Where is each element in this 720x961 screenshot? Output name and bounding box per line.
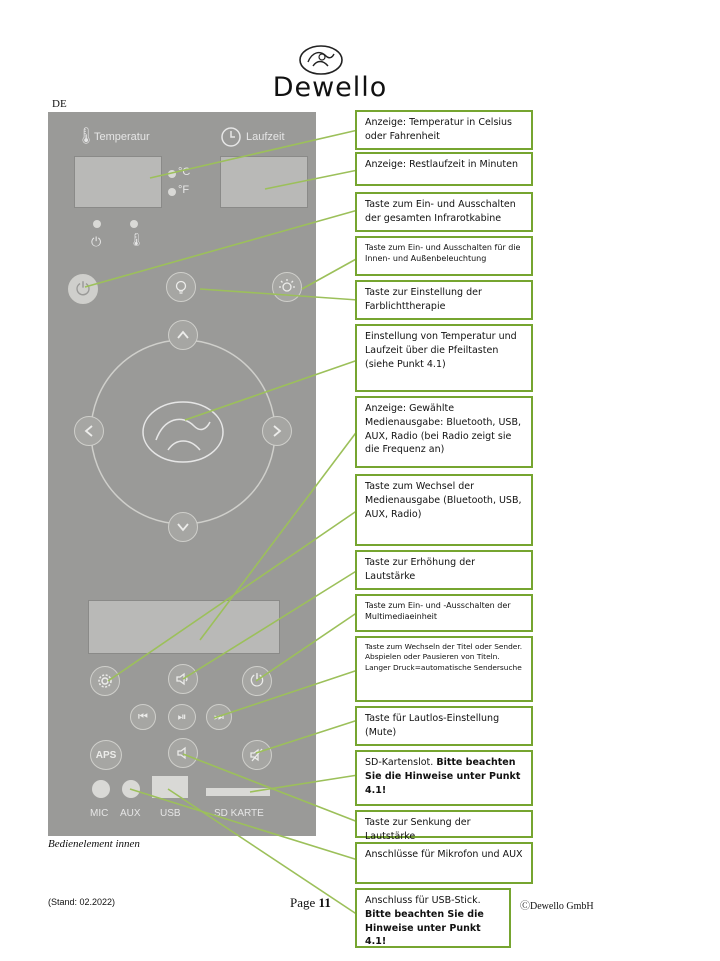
panel-caption: Bedienelement innen xyxy=(48,838,140,850)
callout-track-controls: Taste zum Wechseln der Titel oder Sender. Abspielen oder Pausieren von Titeln. Langer Druck=automatische Sendersuche xyxy=(355,636,533,702)
thermometer-small-icon: 🌡 xyxy=(128,232,145,247)
sd-card-label: SD KARTE xyxy=(214,808,264,819)
mute-icon xyxy=(249,747,265,763)
previous-button[interactable] xyxy=(130,704,156,730)
chevron-right-icon xyxy=(270,424,284,438)
callout-media-source: Taste zum Wechsel der Medienausgabe (Bluetooth, USB, AUX, Radio) xyxy=(355,474,533,546)
cabin-power-button[interactable]: ⏻ xyxy=(68,274,98,304)
thermometer-icon: 🌡 xyxy=(76,128,97,145)
media-display xyxy=(88,600,280,654)
callout-cabin-power: Taste zum Ein- und Ausschalten der gesamten Infrarotkabine xyxy=(355,192,533,232)
callout-mute: Taste für Lautlos-Einstellung (Mute) xyxy=(355,706,533,746)
celsius-label: °C xyxy=(178,166,191,178)
stand-date: (Stand: 02.2022) xyxy=(48,897,116,907)
callout-volume-up: Taste zur Erhöhung der Lautstärke xyxy=(355,550,533,590)
heater-indicator-dot xyxy=(130,220,138,228)
sd-card-slot[interactable] xyxy=(206,788,270,796)
arrow-down-button[interactable] xyxy=(168,512,198,542)
arrow-up-button[interactable] xyxy=(168,320,198,350)
time-display xyxy=(220,156,308,208)
bulb-icon xyxy=(173,279,189,295)
usb-label: USB xyxy=(160,808,181,819)
callout-temperature-display: Anzeige: Temperatur in Celsius oder Fahrenheit xyxy=(355,110,533,150)
language-code: DE xyxy=(52,98,67,110)
aux-jack[interactable] xyxy=(122,780,140,798)
navigation-ring xyxy=(78,322,288,542)
light-button[interactable] xyxy=(166,272,196,302)
callout-color-light: Taste zur Einstellung der Farblichttherapie xyxy=(355,280,533,320)
callout-sd-card: SD-Kartenslot. Bitte beachten Sie die Hinweise unter Punkt 4.1! xyxy=(355,750,533,806)
fahrenheit-indicator-dot xyxy=(168,188,176,196)
chevron-up-icon xyxy=(176,328,190,342)
arrow-left-button[interactable] xyxy=(74,416,104,446)
control-panel xyxy=(48,112,316,836)
power-small-icon: ⏻ xyxy=(91,234,102,249)
brand-name: Dewello xyxy=(272,72,388,103)
fahrenheit-label: °F xyxy=(178,184,190,196)
callout-media-display: Anzeige: Gewählte Medienausgabe: Bluetooth, USB, AUX, Radio (bei Radio zeigt sie die Frequenz an) xyxy=(355,396,533,468)
volume-down-button[interactable] xyxy=(168,738,198,768)
aux-label: AUX xyxy=(120,808,141,819)
color-light-button[interactable] xyxy=(272,272,302,302)
power-indicator-dot xyxy=(93,220,101,228)
bulb-rays-icon xyxy=(278,278,296,296)
celsius-indicator-dot xyxy=(168,170,176,178)
next-button[interactable] xyxy=(206,704,232,730)
multimedia-power-button[interactable]: ⏻ xyxy=(242,666,272,696)
mic-label: MIC xyxy=(90,808,109,819)
speaker-low-icon xyxy=(175,745,191,761)
copyright: ⒸDewello GmbH xyxy=(520,901,594,912)
aps-button[interactable]: APS xyxy=(90,740,122,770)
callout-usb: Anschluss für USB-Stick. Bitte beachten Sie die Hinweise unter Punkt 4.1! xyxy=(355,888,511,948)
page-number: Page 11 xyxy=(290,895,331,910)
temperature-display xyxy=(74,156,162,208)
callout-time-display: Anzeige: Restlaufzeit in Minuten xyxy=(355,152,533,186)
chevron-left-icon xyxy=(82,424,96,438)
play-pause-button[interactable] xyxy=(168,704,196,730)
callout-volume-down: Taste zur Senkung der Lautstärke xyxy=(355,810,533,838)
callout-multimedia-power: Taste zum Ein- und -Ausschalten der Multimediaeinheit xyxy=(355,594,533,632)
chevron-down-icon xyxy=(176,520,190,534)
mute-button[interactable] xyxy=(242,740,272,770)
play-pause-icon: ⏯ xyxy=(177,710,187,723)
mic-jack[interactable] xyxy=(92,780,110,798)
usb-port[interactable] xyxy=(152,776,188,798)
skip-back-icon: ⏮ xyxy=(138,710,148,723)
speaker-icon xyxy=(175,671,191,687)
temperature-label: Temperatur xyxy=(94,131,150,143)
callout-lighting: Taste zum Ein- und Ausschalten für die Innen- und Außenbeleuchtung xyxy=(355,236,533,276)
callout-arrow-keys: Einstellung von Temperatur und Laufzeit über die Pfeiltasten (siehe Punkt 4.1) xyxy=(355,324,533,392)
callout-mic-aux: Anschlüsse für Mikrofon und AUX xyxy=(355,842,533,884)
arrow-right-button[interactable] xyxy=(262,416,292,446)
volume-up-button[interactable] xyxy=(168,664,198,694)
skip-forward-icon: ⏭ xyxy=(214,710,224,723)
gear-icon xyxy=(97,673,113,689)
clock-icon xyxy=(220,126,242,148)
time-label: Laufzeit xyxy=(246,131,285,143)
copyright-icon: Ⓒ xyxy=(520,901,530,912)
media-source-button[interactable] xyxy=(90,666,120,696)
